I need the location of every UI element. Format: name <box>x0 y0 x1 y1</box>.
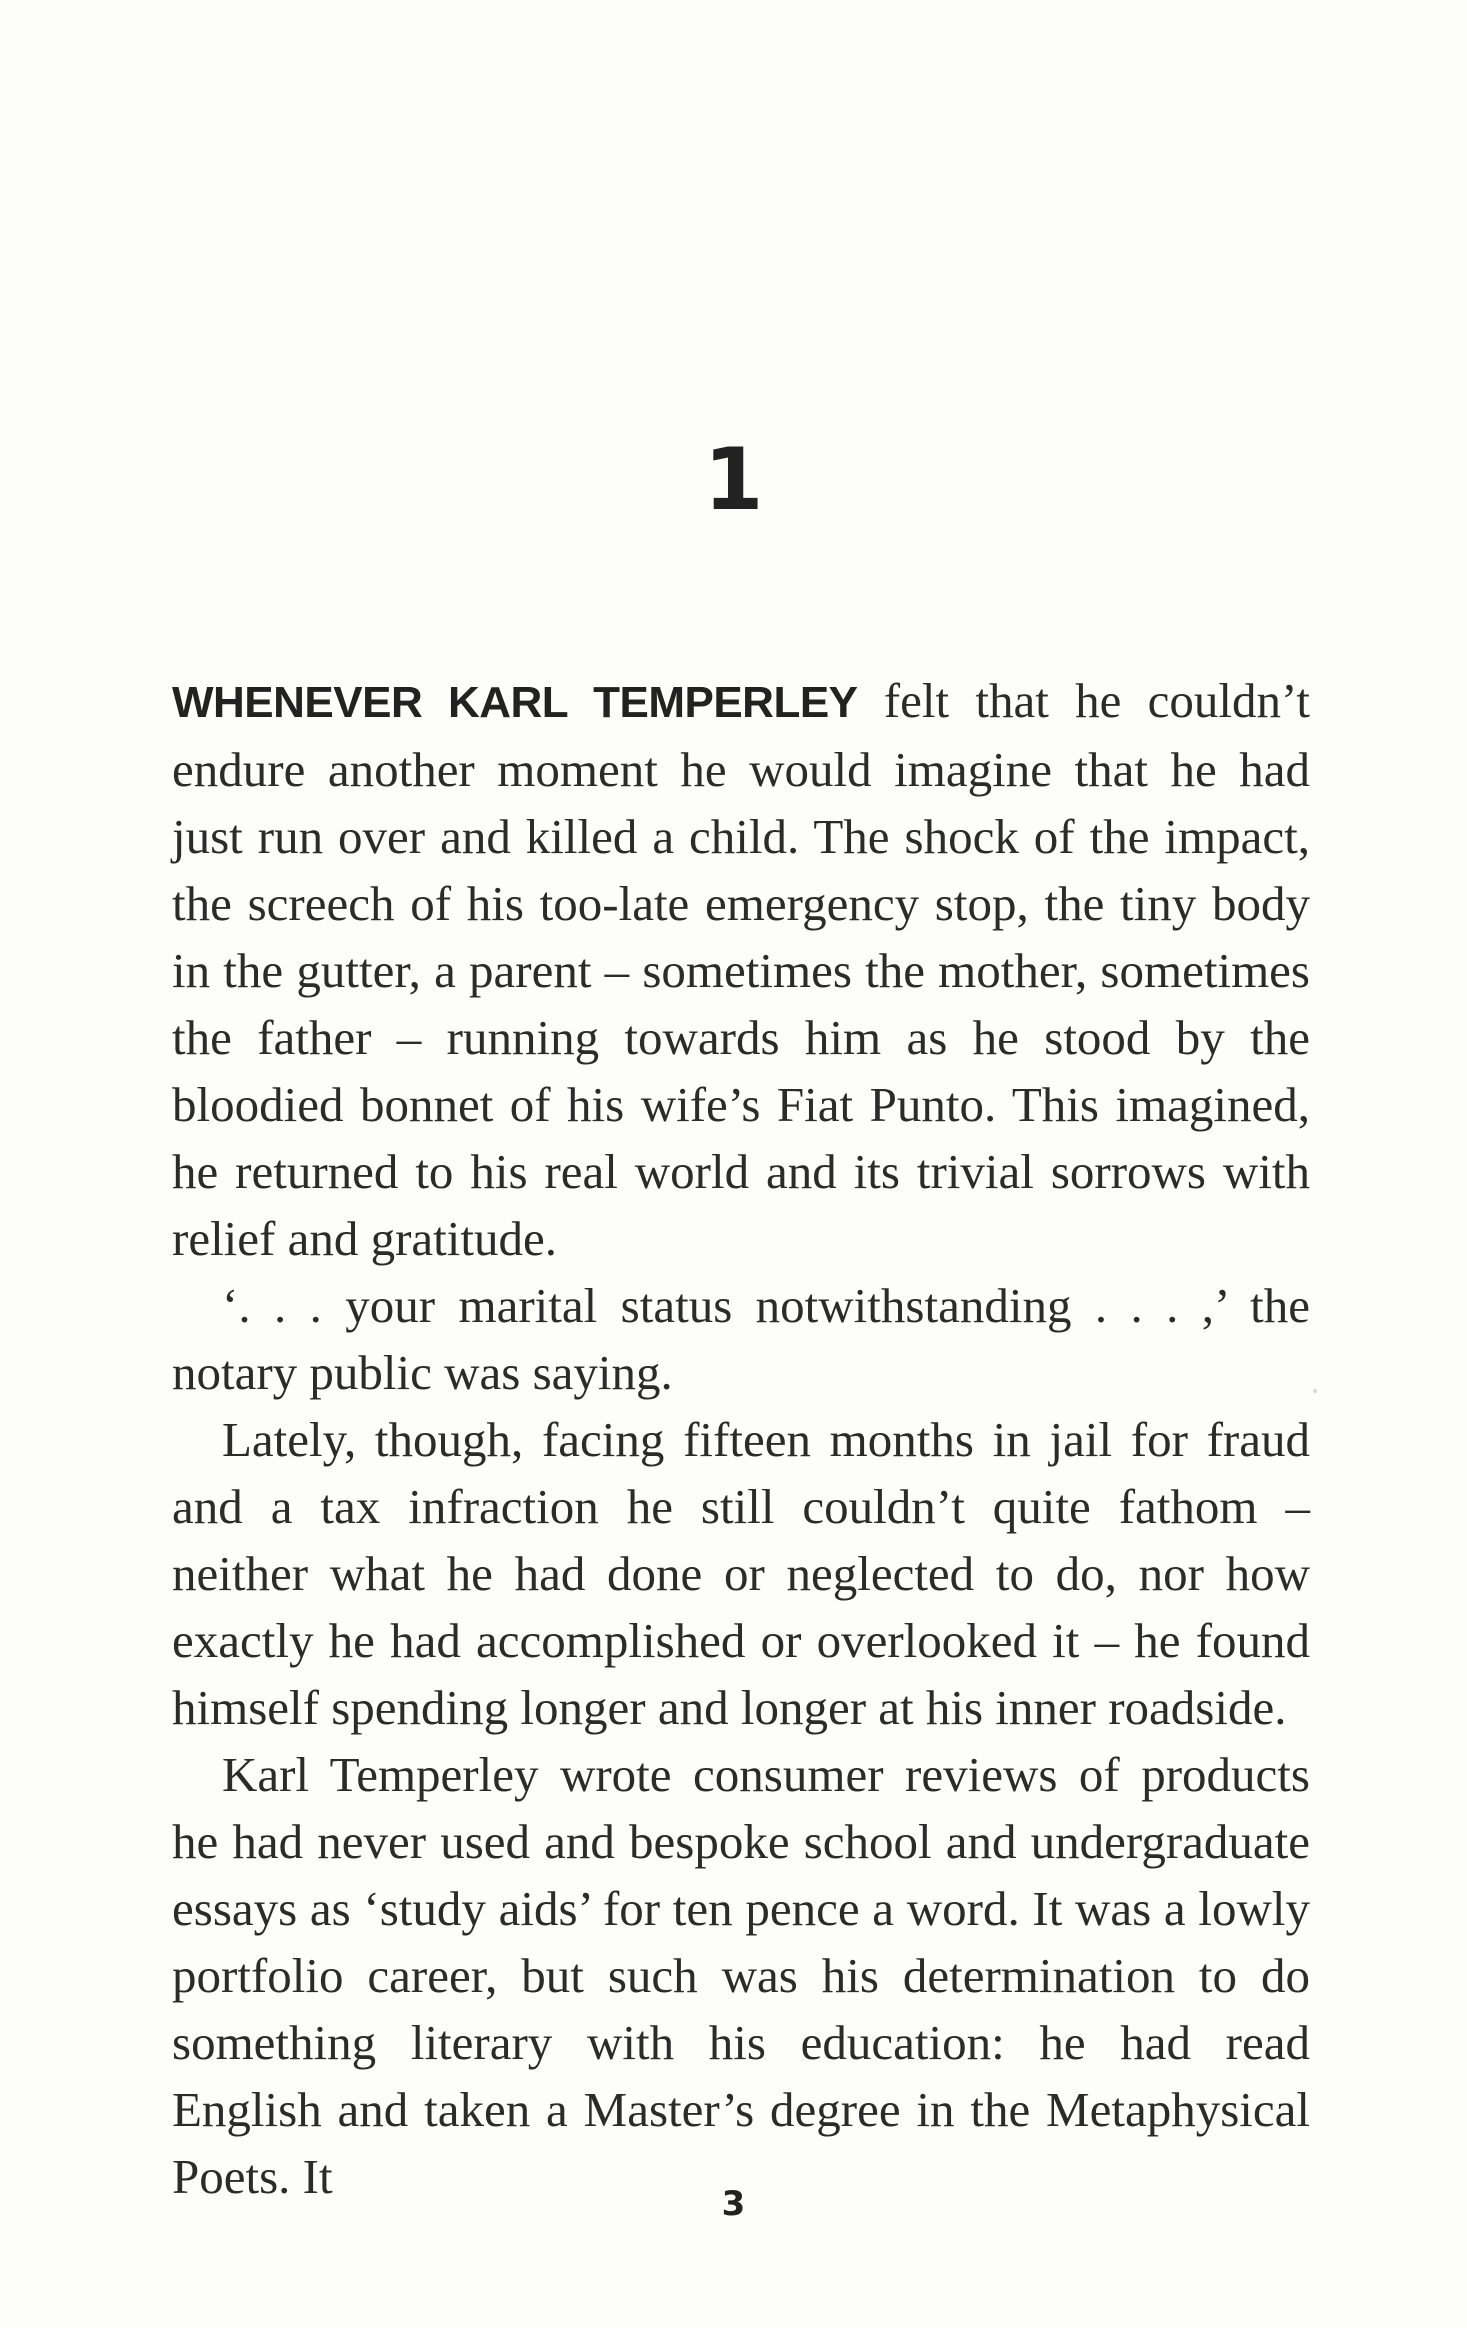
paragraph-lead-in: WHENEVER KARL TEMPERLEY <box>172 678 858 727</box>
paragraph-4: Karl Temperley wrote consumer reviews of products he had never used and bespoke school and undergraduate essays as ‘study aids’ for ten pence a word. It was a lowly portfolio career, but such was his determination to do something literary with his education: he had read English and taken a Master’s degree in the Metaphysical Poets. It <box>172 1747 1310 2204</box>
paragraph-3: Lately, though, facing fifteen months in jail for fraud and a tax infraction he still couldn’t quite fathom – neither what he had done or neglected to do, nor how exactly he had accomplished or overlooked it – he found himself spending longer and longer at his inner roadside. <box>172 1412 1310 1735</box>
paragraph-1 <box>172 667 1310 1272</box>
chapter-number: 1 <box>703 430 764 530</box>
paper-speck <box>1313 1389 1317 1393</box>
chapter-body <box>172 667 1310 2210</box>
paragraph-2: ‘. . . your marital status notwithstanding . . . ,’ the notary public was saying. <box>172 1278 1310 1400</box>
paragraph-1-text: felt that he couldn’t endure another moment he would imagine that he had just run over and killed a child. The shock of the impact, the screech of his too-late emergency stop, the tiny body in the gutter, a parent – sometimes the mother, sometimes the father – running towards him as he stood by the bloodied bonnet of his wife’s Fiat Punto. This imagined, he returned to his real world and its trivial sorrows with relief and gratitude. <box>172 673 1310 1266</box>
page-number: 3 <box>721 2184 746 2224</box>
